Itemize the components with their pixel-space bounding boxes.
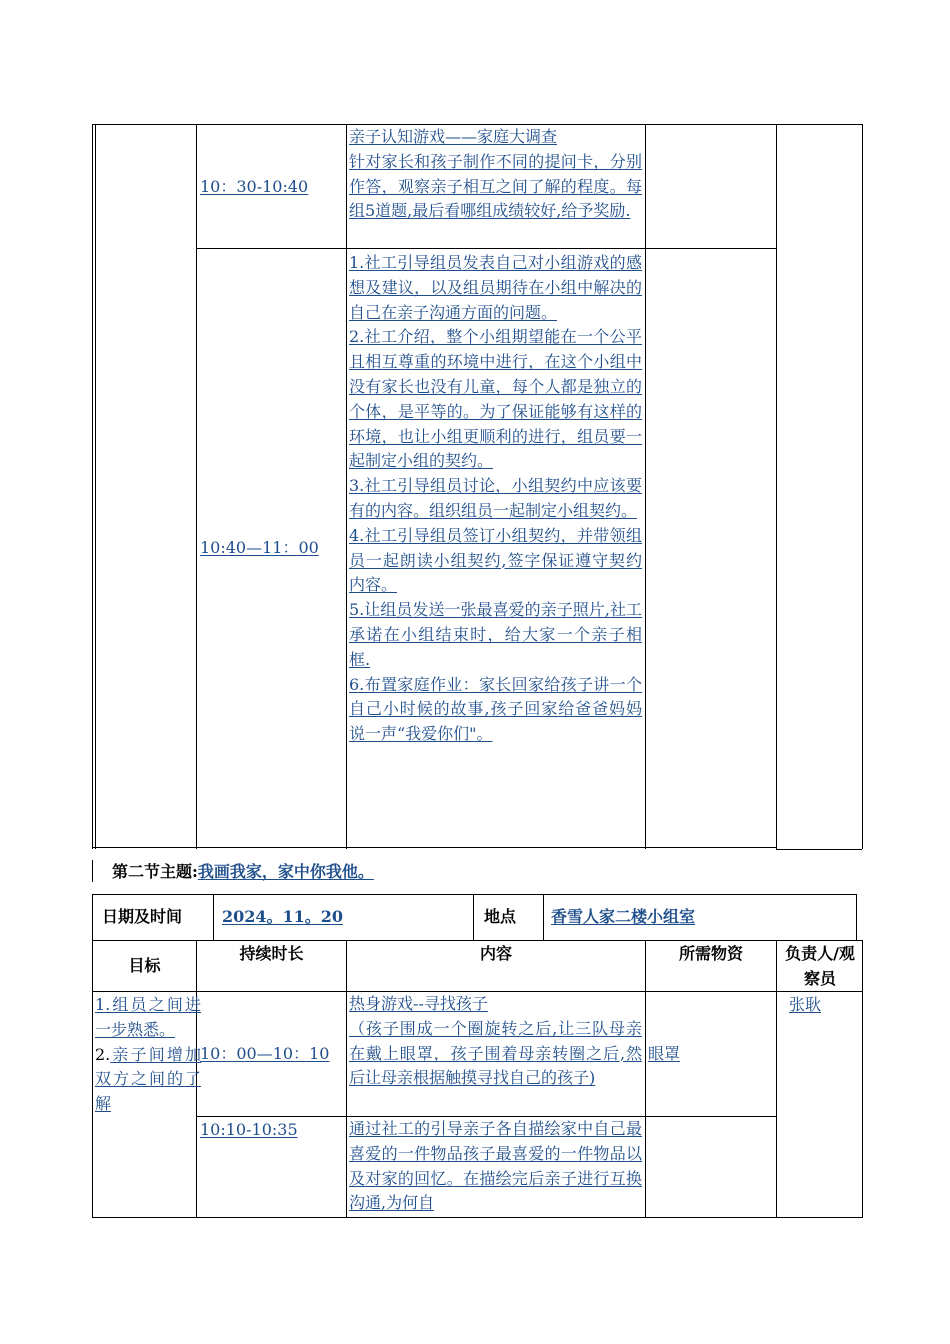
header-duration-text: 持续时长 (239, 944, 304, 963)
owner-link[interactable]: 张耿 (789, 995, 822, 1014)
content-text-link[interactable]: 通过社工的引导亲子各自描绘家中自己最喜爱的一件物品孩子最喜爱的一件物品以及对家的回忆。在描绘完后亲子进行互换沟通,为何自 (349, 1119, 642, 1213)
date-label-text: 日期及时间 (102, 907, 183, 927)
materials-link[interactable]: 眼罩 (648, 1044, 681, 1064)
content-step-link[interactable]: 1.社工引导组员发表自己对小组游戏的感想及建议，以及组员期待在小组中解决的自己在亲子沟通方面的问题。 (349, 253, 642, 322)
table2-row1-time (200, 993, 344, 1116)
table2-row2-content (349, 1117, 642, 1217)
goal-item-number: 2. (95, 1044, 111, 1064)
content-step-link[interactable]: 2.社工介绍，整个小组期望能在一个公平且相互尊重的环境中进行，在这个小组中没有家长也没有儿童，每个人都是独立的个体，是平等的。为了保证能够有这样的环境，也让小组更顺利的进行，组员要一起制定小组的契约。 (349, 327, 642, 471)
content-step-link[interactable]: 5.让组员发送一张最喜爱的亲子照片,社工承诺在小组结束时，给大家一个亲子相框. (349, 600, 642, 669)
table1-row1-time (200, 126, 344, 248)
time-link[interactable]: 10：30-10:40 (200, 176, 309, 196)
table1-row2-time (200, 250, 344, 847)
goal-item-link[interactable]: 1.组员之间进一步熟悉。 (95, 995, 201, 1039)
header-duration (197, 942, 346, 967)
header-goal-text: 目标 (128, 955, 161, 975)
section2-label: 第二节主题: (112, 862, 198, 881)
header-goal (93, 941, 196, 991)
table2-row2-time (200, 1118, 344, 1143)
owner-cell (789, 993, 859, 1018)
table2-row1-materials (648, 993, 774, 1116)
content-step-link[interactable]: 4.社工引导组员签订小组契约，并带领组员一起朗读小组契约,签字保证遵守契约内容。 (349, 525, 642, 595)
header-content-text: 内容 (479, 944, 512, 963)
content-step-link[interactable]: 3.社工引导组员讨论，小组契约中应该要有的内容。组织组员一起制定小组契约。 (349, 476, 642, 520)
place-label-text: 地点 (484, 907, 517, 927)
header-owner-text: 负责人/观察员 (785, 944, 855, 988)
header-materials (646, 942, 776, 967)
content-step-link[interactable]: 6.布置家庭作业：家长回家给孩子讲一个自己小时候的故事,孩子回家给爸爸妈妈说一声“我爱你们"。 (349, 674, 642, 744)
content-text-link[interactable]: 针对家长和孩子制作不同的提问卡，分别作答，观察亲子相互之间了解的程度。每组5道题,最后看哪组成绩较好,给予奖励. (349, 151, 642, 221)
section2-title-link[interactable]: 我画我家，家中你我他。 (197, 862, 374, 881)
table2-row1-content (349, 992, 642, 1091)
header-content (347, 942, 645, 967)
header-owner (783, 942, 857, 992)
place-value-link[interactable]: 香雪人家二楼小组室 (551, 907, 696, 927)
content-title-link[interactable]: 亲子认知游戏——家庭大调查 (349, 127, 558, 146)
date-value (222, 895, 472, 940)
content-text-link[interactable]: （孩子围成一个圈旋转之后,让三队母亲在戴上眼罩，孩子围着母亲转圈之后,然后让母亲根据触摸寻找自己的孩子) (349, 1018, 642, 1088)
date-value-link[interactable]: 2024。11。20 (222, 907, 344, 927)
time-link[interactable]: 10:40—11：00 (200, 538, 319, 558)
section2-heading (112, 860, 812, 885)
time-link[interactable]: 10:10-10:35 (200, 1120, 298, 1139)
content-title-link[interactable]: 热身游戏--寻找孩子 (349, 994, 488, 1013)
date-label (102, 895, 212, 940)
table1-row2-content (349, 251, 642, 747)
place-value (551, 895, 851, 940)
place-label (484, 895, 542, 940)
goal-cell (95, 993, 201, 1117)
header-materials-text: 所需物资 (678, 944, 743, 963)
goal-item-link[interactable]: 亲子间增加双方之间的了解 (95, 1044, 201, 1114)
table1-row1-content (349, 125, 642, 224)
time-link[interactable]: 10：00—10：10 (200, 1044, 330, 1064)
